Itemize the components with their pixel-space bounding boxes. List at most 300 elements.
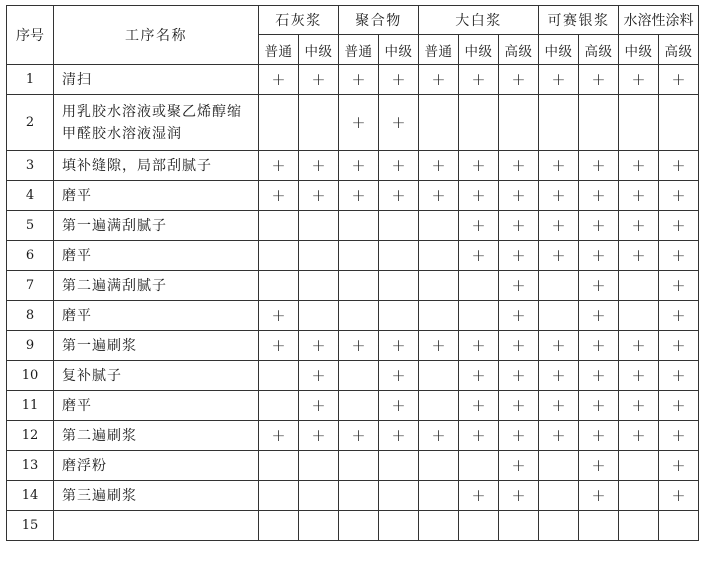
plus-mark: + [671, 335, 686, 356]
mark-cell [419, 451, 459, 481]
plus-mark: + [391, 365, 406, 386]
mark-cell [299, 511, 339, 541]
mark-cell [419, 241, 459, 271]
process-name: 磨平 [54, 301, 259, 331]
mark-cell [419, 481, 459, 511]
mark-cell [659, 211, 699, 241]
plus-mark: + [591, 305, 606, 326]
plus-mark: + [631, 215, 646, 236]
mark-cell [339, 361, 379, 391]
plus-mark: + [311, 395, 326, 416]
plus-mark: + [351, 155, 366, 176]
mark-cell [499, 301, 539, 331]
mark-cell [459, 271, 499, 301]
header-group-casein: 可赛银浆 [539, 6, 619, 35]
mark-cell [379, 65, 419, 95]
process-name: 磨浮粉 [54, 451, 259, 481]
header-process-name: 工序名称 [54, 6, 259, 65]
mark-cell [659, 241, 699, 271]
mark-cell [299, 241, 339, 271]
mark-cell [579, 451, 619, 481]
row-number: 9 [7, 331, 54, 361]
mark-cell [259, 301, 299, 331]
mark-cell [619, 271, 659, 301]
table-row [7, 151, 699, 181]
mark-cell [619, 241, 659, 271]
mark-cell [339, 421, 379, 451]
process-name: 清扫 [54, 65, 259, 95]
mark-cell [499, 511, 539, 541]
mark-cell [339, 95, 379, 151]
header-level: 普通 [259, 35, 299, 65]
mark-cell [539, 421, 579, 451]
plus-mark: + [591, 335, 606, 356]
plus-mark: + [431, 155, 446, 176]
mark-cell [619, 361, 659, 391]
mark-cell [379, 511, 419, 541]
mark-cell [539, 481, 579, 511]
mark-cell [539, 331, 579, 361]
mark-cell [459, 301, 499, 331]
mark-cell [299, 301, 339, 331]
plus-mark: + [471, 425, 486, 446]
mark-cell [299, 65, 339, 95]
mark-cell [379, 301, 419, 331]
process-name: 第二遍满刮腻子 [54, 271, 259, 301]
process-name: 磨平 [54, 391, 259, 421]
process-name [54, 511, 259, 541]
plus-mark: + [511, 305, 526, 326]
plus-mark: + [671, 425, 686, 446]
plus-mark: + [271, 185, 286, 206]
plus-mark: + [631, 395, 646, 416]
plus-mark: + [551, 425, 566, 446]
plus-mark: + [551, 395, 566, 416]
mark-cell [619, 181, 659, 211]
plus-mark: + [631, 365, 646, 386]
mark-cell [419, 181, 459, 211]
mark-cell [499, 211, 539, 241]
plus-mark: + [471, 365, 486, 386]
mark-cell [419, 331, 459, 361]
mark-cell [659, 65, 699, 95]
plus-mark: + [471, 69, 486, 90]
mark-cell [539, 151, 579, 181]
mark-cell [459, 211, 499, 241]
mark-cell [499, 181, 539, 211]
header-seq: 序号 [7, 6, 54, 65]
plus-mark: + [631, 335, 646, 356]
mark-cell [579, 391, 619, 421]
plus-mark: + [511, 185, 526, 206]
plus-mark: + [671, 275, 686, 296]
table-row [7, 241, 699, 271]
plus-mark: + [631, 425, 646, 446]
plus-mark: + [431, 425, 446, 446]
plus-mark: + [551, 215, 566, 236]
plus-mark: + [591, 425, 606, 446]
mark-cell [459, 331, 499, 361]
mark-cell [339, 451, 379, 481]
mark-cell [499, 151, 539, 181]
mark-cell [419, 511, 459, 541]
mark-cell [619, 95, 659, 151]
plus-mark: + [391, 185, 406, 206]
mark-cell [539, 511, 579, 541]
mark-cell [539, 301, 579, 331]
header-level: 高级 [659, 35, 699, 65]
mark-cell [539, 211, 579, 241]
mark-cell [659, 181, 699, 211]
plus-mark: + [391, 112, 406, 133]
plus-mark: + [591, 69, 606, 90]
mark-cell [619, 511, 659, 541]
plus-mark: + [671, 69, 686, 90]
mark-cell [659, 301, 699, 331]
plus-mark: + [671, 245, 686, 266]
plus-mark: + [591, 485, 606, 506]
plus-mark: + [311, 185, 326, 206]
plus-mark: + [311, 365, 326, 386]
mark-cell [539, 95, 579, 151]
row-number: 13 [7, 451, 54, 481]
mark-cell [299, 391, 339, 421]
mark-cell [579, 271, 619, 301]
mark-cell [379, 481, 419, 511]
header-level: 中级 [619, 35, 659, 65]
mark-cell [299, 481, 339, 511]
row-number: 11 [7, 391, 54, 421]
plus-mark: + [671, 215, 686, 236]
mark-cell [339, 65, 379, 95]
row-number: 6 [7, 241, 54, 271]
plus-mark: + [471, 245, 486, 266]
table-row [7, 331, 699, 361]
row-number: 4 [7, 181, 54, 211]
mark-cell [339, 211, 379, 241]
plus-mark: + [591, 455, 606, 476]
mark-cell [259, 95, 299, 151]
mark-cell [339, 271, 379, 301]
mark-cell [659, 95, 699, 151]
mark-cell [299, 151, 339, 181]
mark-cell [419, 65, 459, 95]
plus-mark: + [591, 275, 606, 296]
mark-cell [339, 151, 379, 181]
mark-cell [659, 271, 699, 301]
table-row [7, 301, 699, 331]
mark-cell [579, 301, 619, 331]
process-name: 磨平 [54, 241, 259, 271]
mark-cell [259, 421, 299, 451]
plus-mark: + [671, 305, 686, 326]
mark-cell [659, 451, 699, 481]
mark-cell [659, 361, 699, 391]
mark-cell [259, 181, 299, 211]
plus-mark: + [311, 335, 326, 356]
mark-cell [619, 451, 659, 481]
mark-cell [419, 391, 459, 421]
row-number: 2 [7, 95, 54, 151]
plus-mark: + [511, 275, 526, 296]
mark-cell [339, 181, 379, 211]
mark-cell [339, 511, 379, 541]
plus-mark: + [551, 185, 566, 206]
mark-cell [459, 95, 499, 151]
header-level: 中级 [379, 35, 419, 65]
plus-mark: + [471, 485, 486, 506]
mark-cell [339, 391, 379, 421]
mark-cell [539, 181, 579, 211]
mark-cell [339, 331, 379, 361]
mark-cell [579, 211, 619, 241]
plus-mark: + [591, 395, 606, 416]
mark-cell [379, 241, 419, 271]
mark-cell [299, 211, 339, 241]
plus-mark: + [351, 185, 366, 206]
mark-cell [619, 151, 659, 181]
row-number: 14 [7, 481, 54, 511]
plus-mark: + [671, 395, 686, 416]
mark-cell [419, 95, 459, 151]
table-row [7, 65, 699, 95]
process-table [6, 5, 699, 541]
process-name: 第二遍刷浆 [54, 421, 259, 451]
plus-mark: + [471, 395, 486, 416]
mark-cell [539, 451, 579, 481]
mark-cell [499, 241, 539, 271]
process-name: 第三遍刷浆 [54, 481, 259, 511]
header-level: 普通 [419, 35, 459, 65]
plus-mark: + [391, 335, 406, 356]
plus-mark: + [271, 155, 286, 176]
header-level: 普通 [339, 35, 379, 65]
process-name: 第一遍刷浆 [54, 331, 259, 361]
table-row [7, 421, 699, 451]
mark-cell [459, 361, 499, 391]
mark-cell [379, 151, 419, 181]
mark-cell [499, 95, 539, 151]
row-number: 15 [7, 511, 54, 541]
mark-cell [259, 151, 299, 181]
plus-mark: + [631, 185, 646, 206]
mark-cell [619, 65, 659, 95]
mark-cell [299, 331, 339, 361]
mark-cell [619, 331, 659, 361]
mark-cell [499, 451, 539, 481]
row-number: 7 [7, 271, 54, 301]
plus-mark: + [471, 155, 486, 176]
mark-cell [499, 361, 539, 391]
mark-cell [379, 95, 419, 151]
mark-cell [619, 211, 659, 241]
mark-cell [579, 331, 619, 361]
mark-cell [459, 241, 499, 271]
mark-cell [499, 271, 539, 301]
row-number: 10 [7, 361, 54, 391]
mark-cell [579, 151, 619, 181]
mark-cell [419, 151, 459, 181]
plus-mark: + [551, 69, 566, 90]
plus-mark: + [671, 455, 686, 476]
table-row [7, 211, 699, 241]
process-name: 复补腻子 [54, 361, 259, 391]
plus-mark: + [351, 112, 366, 133]
plus-mark: + [391, 155, 406, 176]
mark-cell [299, 271, 339, 301]
mark-cell [419, 211, 459, 241]
mark-cell [339, 481, 379, 511]
plus-mark: + [591, 245, 606, 266]
table-row [7, 271, 699, 301]
mark-cell [459, 481, 499, 511]
header-group-polymer: 聚合物 [339, 6, 419, 35]
plus-mark: + [671, 155, 686, 176]
mark-cell [299, 451, 339, 481]
plus-mark: + [471, 185, 486, 206]
mark-cell [619, 481, 659, 511]
header-level: 中级 [459, 35, 499, 65]
plus-mark: + [311, 69, 326, 90]
table-row [7, 481, 699, 511]
header-level: 中级 [539, 35, 579, 65]
mark-cell [419, 421, 459, 451]
header-level: 中级 [299, 35, 339, 65]
mark-cell [499, 481, 539, 511]
header-group-lime: 石灰浆 [259, 6, 339, 35]
mark-cell [259, 241, 299, 271]
mark-cell [259, 271, 299, 301]
process-name: 第一遍满刮腻子 [54, 211, 259, 241]
plus-mark: + [271, 69, 286, 90]
header-row-groups [7, 6, 699, 35]
plus-mark: + [431, 335, 446, 356]
table-row [7, 361, 699, 391]
mark-cell [419, 361, 459, 391]
table-row [7, 511, 699, 541]
plus-mark: + [511, 485, 526, 506]
plus-mark: + [511, 425, 526, 446]
process-name: 磨平 [54, 181, 259, 211]
plus-mark: + [551, 245, 566, 266]
mark-cell [459, 421, 499, 451]
mark-cell [579, 421, 619, 451]
mark-cell [579, 181, 619, 211]
mark-cell [579, 361, 619, 391]
plus-mark: + [391, 425, 406, 446]
plus-mark: + [431, 69, 446, 90]
table-row [7, 391, 699, 421]
mark-cell [579, 511, 619, 541]
mark-cell [259, 391, 299, 421]
mark-cell [339, 241, 379, 271]
plus-mark: + [511, 155, 526, 176]
mark-cell [299, 181, 339, 211]
mark-cell [579, 481, 619, 511]
plus-mark: + [511, 69, 526, 90]
plus-mark: + [591, 365, 606, 386]
mark-cell [419, 271, 459, 301]
mark-cell [379, 451, 419, 481]
mark-cell [379, 391, 419, 421]
mark-cell [539, 391, 579, 421]
table-row [7, 451, 699, 481]
plus-mark: + [631, 155, 646, 176]
mark-cell [539, 241, 579, 271]
mark-cell [619, 421, 659, 451]
mark-cell [379, 421, 419, 451]
mark-cell [259, 331, 299, 361]
mark-cell [579, 65, 619, 95]
plus-mark: + [511, 245, 526, 266]
mark-cell [659, 511, 699, 541]
plus-mark: + [311, 155, 326, 176]
mark-cell [419, 301, 459, 331]
mark-cell [299, 421, 339, 451]
plus-mark: + [271, 305, 286, 326]
mark-cell [259, 211, 299, 241]
mark-cell [619, 391, 659, 421]
mark-cell [379, 211, 419, 241]
table-body [7, 65, 699, 541]
mark-cell [459, 181, 499, 211]
process-name: 填补缝隙，局部刮腻子 [54, 151, 259, 181]
mark-cell [459, 391, 499, 421]
mark-cell [459, 151, 499, 181]
row-number: 5 [7, 211, 54, 241]
plus-mark: + [551, 335, 566, 356]
plus-mark: + [511, 215, 526, 236]
mark-cell [659, 391, 699, 421]
mark-cell [259, 451, 299, 481]
mark-cell [379, 271, 419, 301]
plus-mark: + [511, 365, 526, 386]
process-name: 用乳胶水溶液或聚乙烯醇缩甲醛胶水溶液湿润 [54, 95, 259, 151]
mark-cell [659, 481, 699, 511]
plus-mark: + [511, 335, 526, 356]
plus-mark: + [591, 185, 606, 206]
plus-mark: + [591, 215, 606, 236]
mark-cell [259, 481, 299, 511]
mark-cell [659, 331, 699, 361]
plus-mark: + [351, 69, 366, 90]
plus-mark: + [471, 215, 486, 236]
header-level: 高级 [499, 35, 539, 65]
plus-mark: + [431, 185, 446, 206]
mark-cell [459, 451, 499, 481]
mark-cell [659, 421, 699, 451]
mark-cell [379, 361, 419, 391]
plus-mark: + [511, 395, 526, 416]
mark-cell [539, 271, 579, 301]
table-header [7, 6, 699, 65]
table-row [7, 181, 699, 211]
row-number: 1 [7, 65, 54, 95]
mark-cell [459, 65, 499, 95]
header-group-chalk: 大白浆 [419, 6, 539, 35]
plus-mark: + [591, 155, 606, 176]
mark-cell [499, 65, 539, 95]
mark-cell [259, 65, 299, 95]
plus-mark: + [351, 425, 366, 446]
mark-cell [539, 361, 579, 391]
plus-mark: + [671, 365, 686, 386]
mark-cell [579, 95, 619, 151]
header-level: 高级 [579, 35, 619, 65]
mark-cell [579, 241, 619, 271]
plus-mark: + [551, 365, 566, 386]
plus-mark: + [471, 335, 486, 356]
